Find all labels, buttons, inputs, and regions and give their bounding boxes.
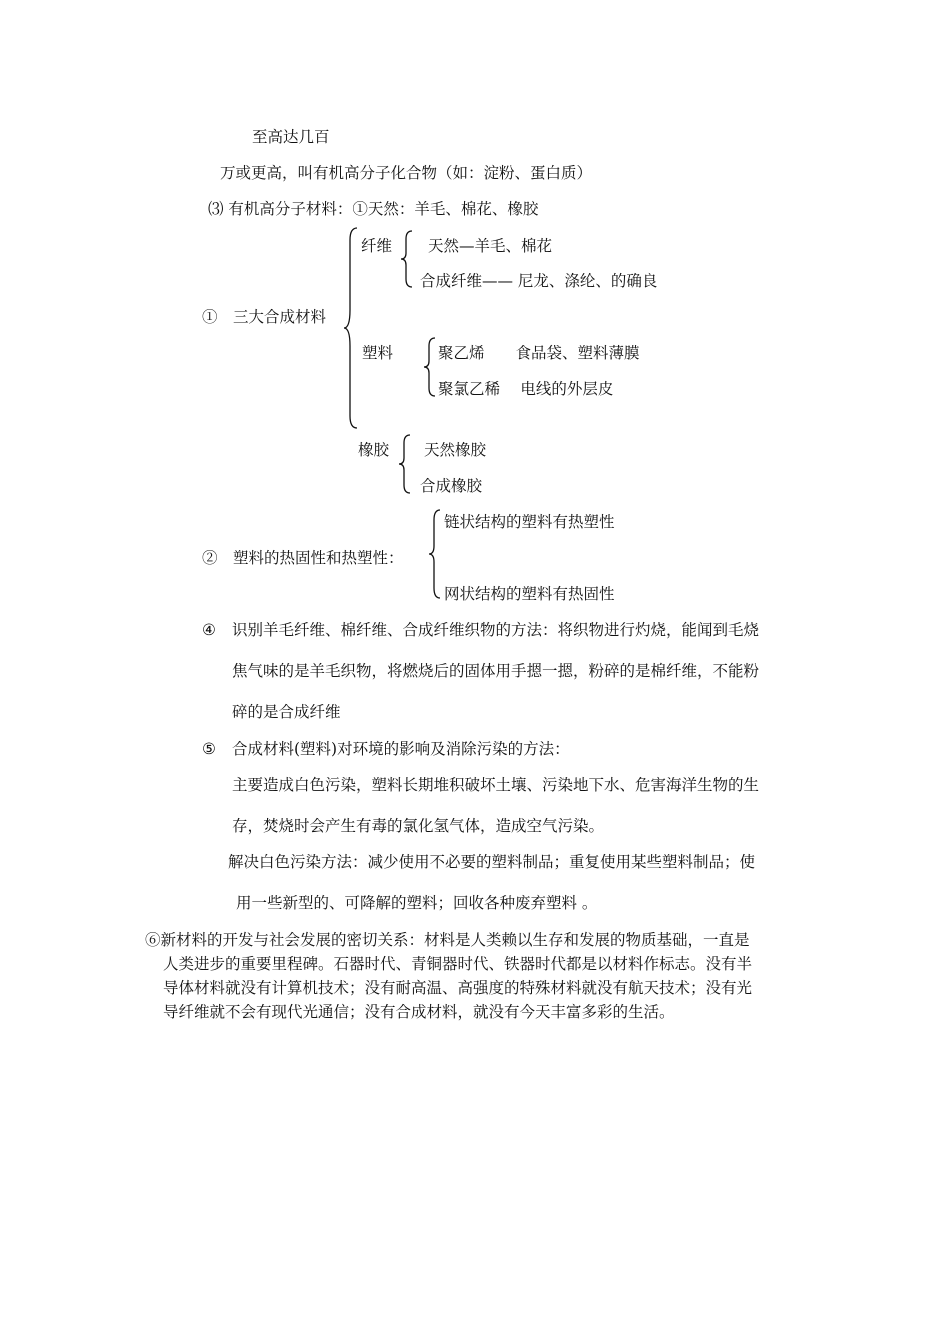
plastic-item-pe: 聚乙烯 食品袋、塑料薄膜 — [438, 344, 640, 362]
pollution-line-2: 存，焚烧时会产生有毒的氯化氢气体，造成空气污染。 — [232, 817, 605, 835]
newmat-line-3: 导体材料就没有计算机技术；没有耐高温、高强度的特殊材料就没有航天技术；没有光 — [163, 979, 753, 997]
pollution-number: ⑤ — [202, 740, 216, 758]
rubber-label: 橡胶 — [358, 441, 390, 459]
line-2: 万或更高，叫有机高分子化合物（如：淀粉、蛋白质） — [220, 164, 593, 182]
fiber-label: 纤维 — [361, 237, 393, 255]
newmat-line-2: 人类进步的重要里程碑。石器时代、青铜器时代、铁器时代都是以材料作标志。没有半 — [163, 955, 753, 973]
identify-number: ④ — [202, 621, 216, 639]
rubber-item-synthetic: 合成橡胶 — [420, 477, 483, 495]
rubber-item-natural: 天然橡胶 — [424, 441, 487, 459]
line-3: ⑶ 有机高分子材料：①天然：羊毛、棉花、橡胶 — [208, 200, 539, 218]
fiber-item-synthetic: 合成纤维—— 尼龙、涤纶、的确良 — [420, 272, 658, 290]
fiber-item-natural: 天然—羊毛、棉花 — [428, 237, 553, 255]
plastic-label: 塑料 — [362, 344, 394, 362]
identify-line-1: 识别羊毛纤维、棉纤维、合成纤维织物的方法：将织物进行灼烧，能闻到毛烧 — [232, 621, 760, 639]
pollution-line-3: 解决白色污染方法：减少使用不必要的塑料制品；重复使用某些塑料制品；使 — [228, 853, 756, 871]
plastic-item-pvc: 聚氯乙稀 电线的外层皮 — [438, 380, 614, 398]
identify-line-3: 碎的是合成纤维 — [232, 703, 341, 721]
pollution-line-1: 主要造成白色污染，塑料长期堆积破坏土壤、污染地下水、危害海洋生物的生 — [232, 776, 760, 794]
pollution-line-4: 用一些新型的、可降解的塑料；回收各种废弃塑料 。 — [236, 894, 598, 912]
newmat-line-4: 导纤维就不会有现代光通信；没有合成材料，就没有今天丰富多彩的生活。 — [163, 1003, 675, 1021]
rubber-brace — [398, 433, 412, 495]
thermo-item-network: 网状结构的塑料有热固性 — [444, 585, 615, 603]
tree-root-brace — [343, 226, 359, 430]
plastic-brace — [423, 336, 437, 398]
pollution-title: 合成材料(塑料)对环境的影响及消除污染的方法： — [232, 740, 570, 758]
newmat-line-1: ⑥新材料的开发与社会发展的密切关系：材料是人类赖以生存和发展的物质基础，一直是 — [145, 931, 750, 949]
thermo-brace — [428, 508, 442, 600]
thermo-label: ② 塑料的热固性和热塑性： — [202, 549, 404, 567]
fiber-brace — [400, 229, 414, 289]
tree-root-label: ① 三大合成材料 — [202, 308, 327, 326]
thermo-item-chain: 链状结构的塑料有热塑性 — [444, 513, 615, 531]
line-1: 至高达几百 — [252, 128, 330, 146]
identify-line-2: 焦气味的是羊毛织物，将燃烧后的固体用手摁一摁，粉碎的是棉纤维，不能粉 — [232, 662, 760, 680]
